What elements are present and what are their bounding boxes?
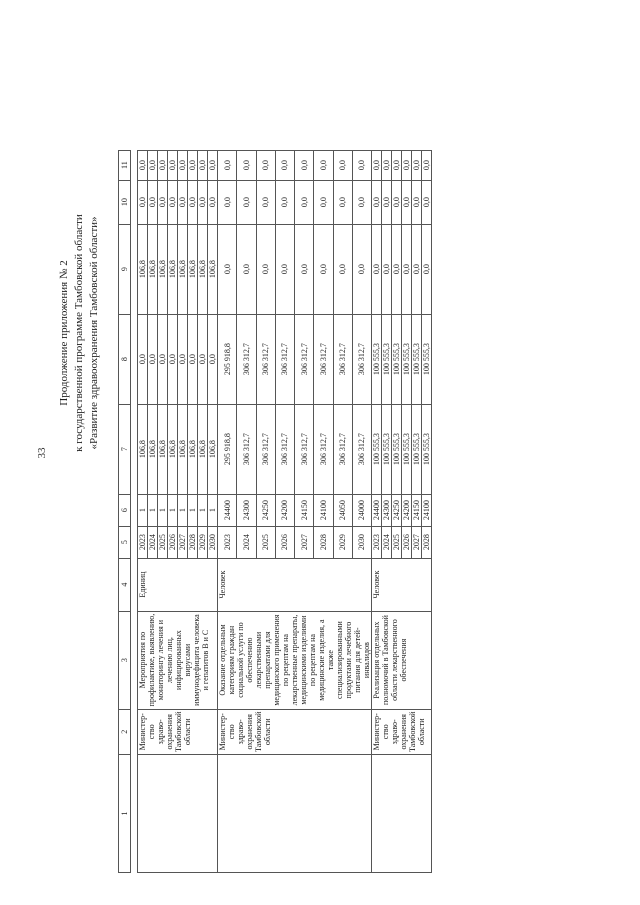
- data-cell: 0,0: [198, 150, 208, 180]
- header-block: [57, 73, 102, 593]
- data-cell: 0,0: [382, 150, 392, 180]
- data-cell: 306 312,7: [295, 404, 314, 494]
- data-cell: 0,0: [256, 224, 275, 314]
- data-cell: 0,0: [158, 150, 168, 180]
- data-cell: 0,0: [392, 224, 402, 314]
- data-cell: 0,0: [138, 180, 148, 224]
- data-cell: 24150: [412, 494, 422, 526]
- data-cell: 0,0: [158, 180, 168, 224]
- data-cell: 0,0: [218, 150, 237, 180]
- target-value-cell: 24000: [352, 494, 371, 526]
- data-cell: 0,0: [402, 150, 412, 180]
- data-cell: 1: [178, 494, 188, 526]
- data-cell: 24200: [402, 494, 412, 526]
- data-cell: 0,0: [295, 150, 314, 180]
- data-cell: 306 312,7: [333, 314, 352, 404]
- data-cell: 306 312,7: [314, 404, 333, 494]
- data-cell: 0,0: [188, 314, 198, 404]
- measure-cell: Реализация отдельных полномочий в Тамбовской области лекарственного обеспечения: [372, 611, 432, 709]
- data-cell: 0,0: [256, 150, 275, 180]
- data-cell: 0,0: [198, 314, 208, 404]
- data-cell: 24300: [237, 494, 256, 526]
- data-cell: 106,8: [188, 224, 198, 314]
- data-cell: 1: [198, 494, 208, 526]
- data-cell: 24100: [314, 494, 333, 526]
- data-cell: 306 312,7: [256, 314, 275, 404]
- executor-cell: Министер-ство здраво-охранения Тамбовской области: [372, 709, 432, 754]
- data-cell: 2030: [208, 526, 218, 558]
- data-cell: 1: [158, 494, 168, 526]
- data-cell: 24300: [382, 494, 392, 526]
- blank-cell: [372, 755, 432, 873]
- data-cell: 306 312,7: [237, 314, 256, 404]
- data-cell: 100 555,3: [402, 404, 412, 494]
- data-cell: 0,0: [422, 224, 432, 314]
- data-cell: 0,0: [422, 180, 432, 224]
- data-cell: 24400: [218, 494, 237, 526]
- data-cell: 100 555,3: [392, 314, 402, 404]
- data-cell: 106,8: [178, 224, 188, 314]
- data-cell: 24400: [372, 494, 382, 526]
- data-cell: 0,0: [392, 150, 402, 180]
- data-cell: 0,0: [314, 150, 333, 180]
- data-cell: 0,0: [138, 314, 148, 404]
- program-table: [118, 150, 432, 873]
- data-cell: 0,0: [188, 150, 198, 180]
- data-cell: 0,0: [168, 180, 178, 224]
- data-cell: 2026: [275, 526, 294, 558]
- page-number: 33: [36, 447, 48, 459]
- data-cell: 1: [138, 494, 148, 526]
- data-cell: 306 312,7: [352, 404, 371, 494]
- data-cell: 0,0: [295, 180, 314, 224]
- header-line: «Развитие здравоохранения Тамбовской области»: [88, 216, 100, 450]
- data-cell: 306 312,7: [256, 404, 275, 494]
- data-cell: 0,0: [392, 180, 402, 224]
- unit-cell: Человек: [372, 558, 432, 611]
- data-cell: 100 555,3: [382, 404, 392, 494]
- blank-cell: [138, 755, 218, 873]
- measure-cell: Мероприятия по профилактике, выявлению, мониторингу лечения и лечению лиц, инфицированных вирусами иммунодефицита человека и гепатитов В и С: [138, 611, 218, 709]
- column-number: 4: [119, 558, 131, 611]
- data-cell: 2029: [198, 526, 208, 558]
- data-cell: 0,0: [138, 150, 148, 180]
- data-cell: 2025: [392, 526, 402, 558]
- data-cell: 0,0: [178, 314, 188, 404]
- data-cell: 0,0: [352, 224, 371, 314]
- data-cell: 0,0: [148, 150, 158, 180]
- data-cell: 24100: [422, 494, 432, 526]
- data-cell: 106,8: [158, 404, 168, 494]
- data-cell: 0,0: [333, 224, 352, 314]
- column-number-row: [119, 150, 131, 872]
- data-cell: 0,0: [256, 180, 275, 224]
- data-cell: 0,0: [382, 224, 392, 314]
- data-cell: 100 555,3: [412, 404, 422, 494]
- table-row: [372, 150, 382, 872]
- data-cell: 0,0: [314, 180, 333, 224]
- data-cell: 0,0: [148, 180, 158, 224]
- data-cell: 0,0: [208, 314, 218, 404]
- data-cell: 106,8: [188, 404, 198, 494]
- data-cell: 0,0: [372, 180, 382, 224]
- data-cell: 0,0: [208, 150, 218, 180]
- data-cell: 100 555,3: [372, 404, 382, 494]
- data-cell: 0,0: [352, 150, 371, 180]
- data-cell: 306 312,7: [333, 404, 352, 494]
- data-cell: 24150: [295, 494, 314, 526]
- data-cell: 306 312,7: [295, 314, 314, 404]
- data-cell: 0,0: [168, 314, 178, 404]
- data-cell: 100 555,3: [382, 314, 392, 404]
- rotated-sheet: [32, 33, 510, 873]
- data-cell: 2023: [372, 526, 382, 558]
- data-cell: 0,0: [275, 180, 294, 224]
- gap-cell: [131, 150, 138, 872]
- data-cell: 0,0: [352, 180, 371, 224]
- data-cell: 0,0: [237, 180, 256, 224]
- data-cell: 306 312,7: [352, 314, 371, 404]
- data-cell: 24250: [256, 494, 275, 526]
- executor-cell: Министер-ство здраво-охранения Тамбовской области: [218, 709, 372, 754]
- data-cell: 2025: [256, 526, 275, 558]
- data-cell: 2027: [178, 526, 188, 558]
- unit-cell: Единиц: [138, 558, 218, 611]
- data-cell: 0,0: [218, 224, 237, 314]
- data-cell: 0,0: [148, 314, 158, 404]
- data-cell: 106,8: [208, 224, 218, 314]
- column-number: 7: [119, 404, 131, 494]
- data-cell: 24050: [333, 494, 352, 526]
- data-cell: 2023: [218, 526, 237, 558]
- data-cell: 0,0: [158, 314, 168, 404]
- data-cell: 0,0: [372, 150, 382, 180]
- data-cell: 1: [208, 494, 218, 526]
- column-number: 6: [119, 494, 131, 526]
- data-cell: 295 918,8: [218, 314, 237, 404]
- data-cell: 2025: [158, 526, 168, 558]
- data-cell: 1: [188, 494, 198, 526]
- table-row: [138, 150, 148, 872]
- measure-cell: Оказание отдельным категориям граждан социальной услуги по обеспечению лекарственными препаратами для медицинского применения по рецептам на лекарственные препараты, медицинскими изделиями по рецептам на медицинские изделия, а также специализированными продуктами лечебного питания для детей-инвалидов: [218, 611, 372, 709]
- data-cell: 0,0: [168, 150, 178, 180]
- data-cell: 0,0: [314, 224, 333, 314]
- data-cell: 106,8: [148, 224, 158, 314]
- column-number: 10: [119, 180, 131, 224]
- column-number: 2: [119, 709, 131, 754]
- data-cell: 0,0: [402, 224, 412, 314]
- data-cell: 2030: [352, 526, 371, 558]
- data-cell: 1: [168, 494, 178, 526]
- data-cell: 100 555,3: [392, 404, 402, 494]
- data-cell: 0,0: [412, 224, 422, 314]
- data-cell: 0,0: [422, 150, 432, 180]
- data-cell: 100 555,3: [372, 314, 382, 404]
- data-cell: 106,8: [138, 224, 148, 314]
- data-cell: 100 555,3: [422, 314, 432, 404]
- data-cell: 0,0: [208, 180, 218, 224]
- column-number: 3: [119, 611, 131, 709]
- data-cell: 2026: [402, 526, 412, 558]
- executor-cell: Министер-ство здраво-охранения Тамбовской области: [138, 709, 218, 754]
- data-cell: 2027: [295, 526, 314, 558]
- data-cell: 2026: [168, 526, 178, 558]
- column-number: 8: [119, 314, 131, 404]
- column-number: 11: [119, 150, 131, 180]
- data-cell: 106,8: [168, 404, 178, 494]
- data-cell: 100 555,3: [422, 404, 432, 494]
- data-cell: 100 555,3: [412, 314, 422, 404]
- data-cell: 0,0: [178, 180, 188, 224]
- data-cell: 2023: [138, 526, 148, 558]
- data-cell: 306 312,7: [314, 314, 333, 404]
- data-cell: 2028: [422, 526, 432, 558]
- header-line: к государственной программе Тамбовской области: [73, 214, 85, 452]
- data-cell: 1: [148, 494, 158, 526]
- data-cell: 2027: [412, 526, 422, 558]
- table-row: [218, 150, 237, 872]
- data-cell: 106,8: [198, 404, 208, 494]
- gap-row: [131, 150, 138, 872]
- data-cell: 0,0: [198, 180, 208, 224]
- data-cell: 106,8: [208, 404, 218, 494]
- data-cell: 106,8: [158, 224, 168, 314]
- data-cell: 0,0: [372, 224, 382, 314]
- data-cell: 2024: [148, 526, 158, 558]
- column-number: 5: [119, 526, 131, 558]
- data-cell: 0,0: [275, 224, 294, 314]
- data-cell: 306 312,7: [275, 404, 294, 494]
- data-cell: 0,0: [382, 180, 392, 224]
- data-cell: 0,0: [188, 180, 198, 224]
- data-cell: 0,0: [275, 150, 294, 180]
- data-cell: 100 555,3: [402, 314, 412, 404]
- data-cell: 106,8: [198, 224, 208, 314]
- data-cell: 0,0: [412, 180, 422, 224]
- data-cell: 0,0: [218, 180, 237, 224]
- data-cell: 0,0: [178, 150, 188, 180]
- data-cell: 0,0: [333, 180, 352, 224]
- data-cell: 0,0: [237, 150, 256, 180]
- data-cell: 0,0: [402, 180, 412, 224]
- data-cell: 0,0: [333, 150, 352, 180]
- unit-cell: Человек: [218, 558, 372, 611]
- data-cell: 24250: [392, 494, 402, 526]
- data-cell: 295 918,8: [218, 404, 237, 494]
- column-number: 9: [119, 224, 131, 314]
- data-cell: 2028: [314, 526, 333, 558]
- data-cell: 0,0: [295, 224, 314, 314]
- data-cell: 2029: [333, 526, 352, 558]
- data-cell: 0,0: [237, 224, 256, 314]
- column-number: 1: [119, 755, 131, 873]
- data-cell: 24200: [275, 494, 294, 526]
- data-cell: 2024: [237, 526, 256, 558]
- blank-cell: [218, 755, 372, 873]
- header-line: Продолжение приложения № 2: [58, 260, 70, 406]
- data-cell: 106,8: [138, 404, 148, 494]
- data-cell: 106,8: [178, 404, 188, 494]
- data-cell: 2028: [188, 526, 198, 558]
- data-cell: 106,8: [168, 224, 178, 314]
- data-cell: 0,0: [412, 150, 422, 180]
- data-cell: 306 312,7: [275, 314, 294, 404]
- data-cell: 106,8: [148, 404, 158, 494]
- data-cell: 306 312,7: [237, 404, 256, 494]
- data-cell: 2024: [382, 526, 392, 558]
